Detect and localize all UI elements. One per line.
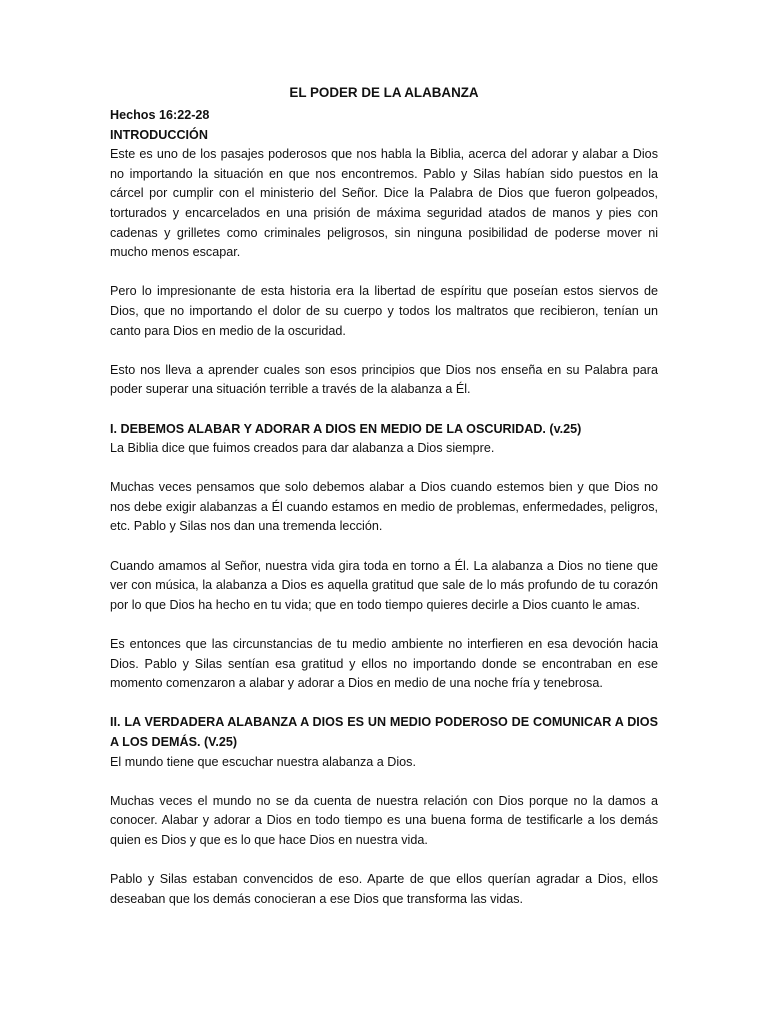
- section-heading-2: II. LA VERDADERA ALABANZA A DIOS ES UN MEDIO PODEROSO DE COMUNICAR A DIOS A LOS DEMÁS. (V.25): [110, 715, 658, 749]
- paragraph-gap: [110, 694, 658, 714]
- paragraph-gap: [110, 851, 658, 871]
- intro-paragraph: Pero lo impresionante de esta historia era la libertad de espíritu que poseían estos siervos de Dios, que no importando el dolor de su cuerpo y todos los maltratos que recibieron, tenían un canto para Dios en medio de la oscuridad.: [110, 284, 658, 338]
- document-title: EL PODER DE LA ALABANZA: [289, 85, 479, 100]
- paragraph-gap: [110, 537, 658, 557]
- paragraph-gap: [110, 263, 658, 283]
- section1-paragraph: Es entonces que las circunstancias de tu medio ambiente no interfieren en esa devoción hacia Dios. Pablo y Silas sentían esa gratitud y ellos no importando donde se encontraban en ese momento comenzaron a alabar y adorar a Dios en medio de una noche fría y tenebrosa.: [110, 637, 658, 691]
- document-body: [110, 106, 658, 909]
- section-lead-2: El mundo tiene que escuchar nuestra alabanza a Dios.: [110, 754, 416, 769]
- section2-paragraph: Pablo y Silas estaban convencidos de eso. Aparte de que ellos querían agradar a Dios, ellos deseaban que los demás conocieran a ese Dios que transforma las vidas.: [110, 872, 658, 906]
- intro-paragraph: Esto nos lleva a aprender cuales son esos principios que Dios nos enseña en su Palabra para poder superar una situación terrible a través de la alabanza a Él.: [110, 362, 658, 397]
- paragraph-gap: [110, 400, 658, 420]
- scripture-reference: Hechos 16:22-28: [110, 108, 210, 122]
- section-heading-1: I. DEBEMOS ALABAR Y ADORAR A DIOS EN MEDIO DE LA OSCURIDAD. (v.25): [110, 421, 582, 436]
- intro-paragraph: Este es uno de los pasajes poderosos que nos habla la Biblia, acerca del adorar y alabar a Dios no importando la situación en que nos encontremos. Pablo y Silas habían sido puestos en la cárcel por cumplir con el ministerio del Señor. Dice la Palabra de Dios que fueron golpeados, torturados y encarcelados en una prisión de máxima seguridad atados de manos y pies con cadenas y grilletes como criminales peligrosos, sin ninguna posibilidad de poderse mover ni mucho menos escapar.: [110, 147, 658, 260]
- paragraph-gap: [110, 772, 658, 792]
- section1-paragraph: Cuando amamos al Señor, nuestra vida gira toda en torno a Él. La alabanza a Dios no tiene que ver con música, la alabanza a Dios es aquella gratitud que sale de lo más profundo de tu corazón por lo que Dios ha hecho en tu vida; que en todo tiempo quieres decirle a Dios cuanto le amas.: [110, 558, 658, 612]
- paragraph-gap: [110, 459, 658, 479]
- section1-paragraph: Muchas veces pensamos que solo debemos alabar a Dios cuando estemos bien y que Dios no nos debe exigir alabanzas a Él cuando estamos en medio de problemas, enfermedades, peligros, etc. Pablo y Silas nos dan una tremenda lección.: [110, 480, 658, 534]
- section-lead-1: La Biblia dice que fuimos creados para dar alabanza a Dios siempre.: [110, 441, 495, 456]
- paragraph-gap: [110, 341, 658, 361]
- paragraph-gap: [110, 615, 658, 635]
- section2-paragraph: Muchas veces el mundo no se da cuenta de nuestra relación con Dios porque no la damos a conocer. Alabar y adorar a Dios en todo tiempo es una buena forma de testificarle a los demás quien es Dios y que es lo que hace Dios en nuestra vida.: [110, 793, 658, 847]
- intro-label: INTRODUCCIÓN: [110, 127, 208, 142]
